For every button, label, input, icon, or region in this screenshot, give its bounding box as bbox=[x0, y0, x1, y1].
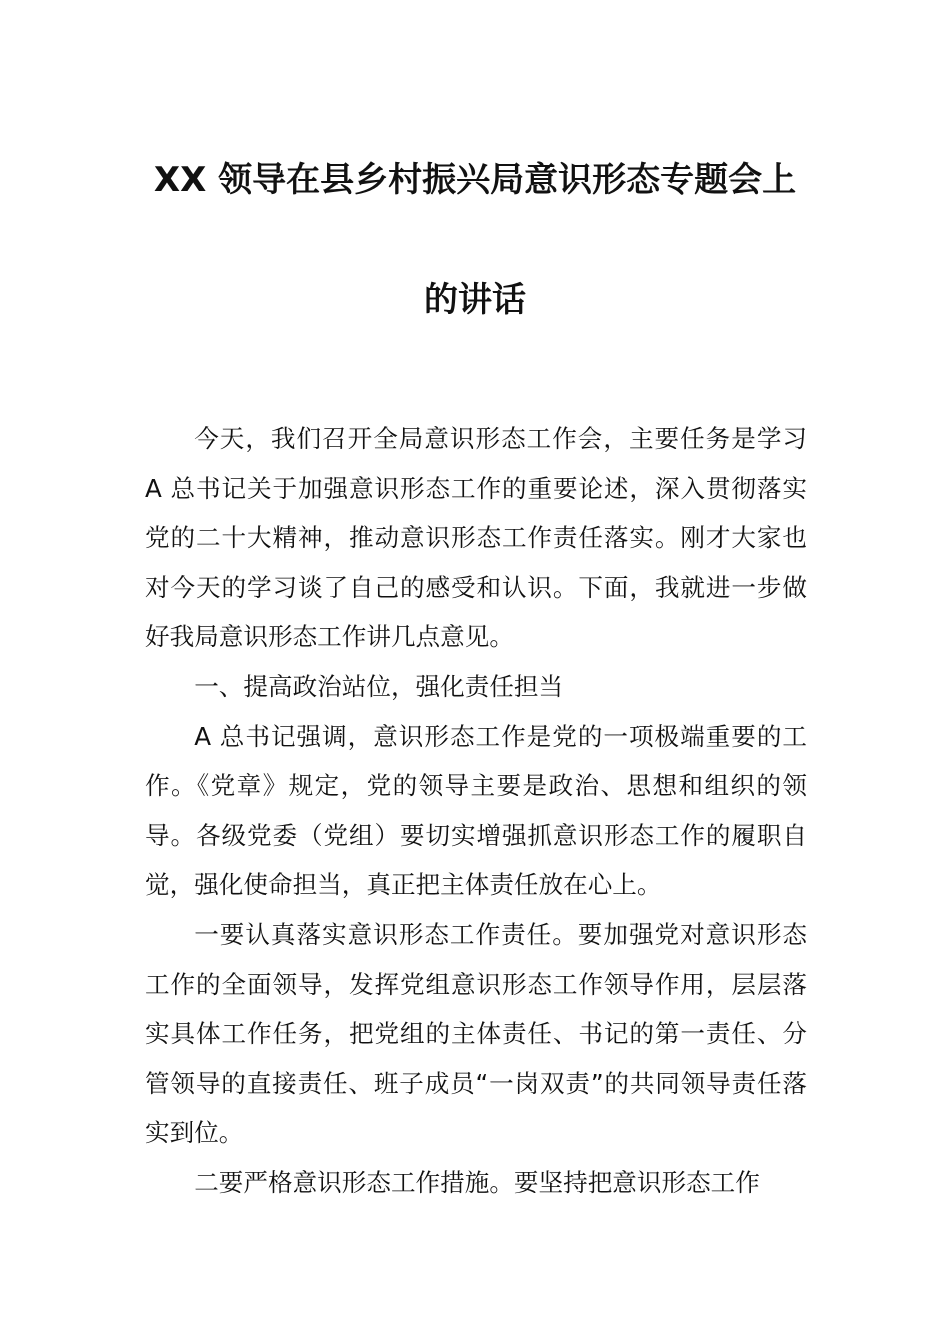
paragraph-point-1: 一要认真落实意识形态工作责任。要加强党对意识形态工作的全面领导，发挥党组意识形态工作领导作用，层层落实具体工作任务，把党组的主体责任、书记的第一责任、分管领导的直接责任、班子成员“一岗双责”的共同领导责任落实到位。 bbox=[145, 919, 807, 1148]
section-heading-1: 一、提高政治站位，强化责任担当 bbox=[194, 671, 564, 701]
document-title-line-1: XX 领导在县乡村振兴局意识形态专题会上 bbox=[153, 160, 797, 200]
document-body bbox=[145, 414, 807, 1208]
paragraph-point-2: 二要严格意识形态工作措施。要坚持把意识形态工作 bbox=[194, 1167, 760, 1197]
document-title-line-2: 的讲话 bbox=[424, 280, 526, 320]
paragraph-section-1-intro: A 总书记强调，意识形态工作是党的一项极端重要的工作。《党章》规定，党的领导主要是政治、思想和组织的领导。各级党委（党组）要切实增强抓意识形态工作的履职自觉，强化使命担当，真正把主体责任放在心上。 bbox=[145, 721, 807, 900]
paragraph-opening: 今天，我们召开全局意识形态工作会，主要任务是学习 A 总书记关于加强意识形态工作的重要论述，深入贯彻落实党的二十大精神，推动意识形态工作责任落实。刚才大家也对今天的学习谈了自己的感受和认识。下面，我就进一步做好我局意识形态工作讲几点意见。 bbox=[145, 424, 807, 652]
